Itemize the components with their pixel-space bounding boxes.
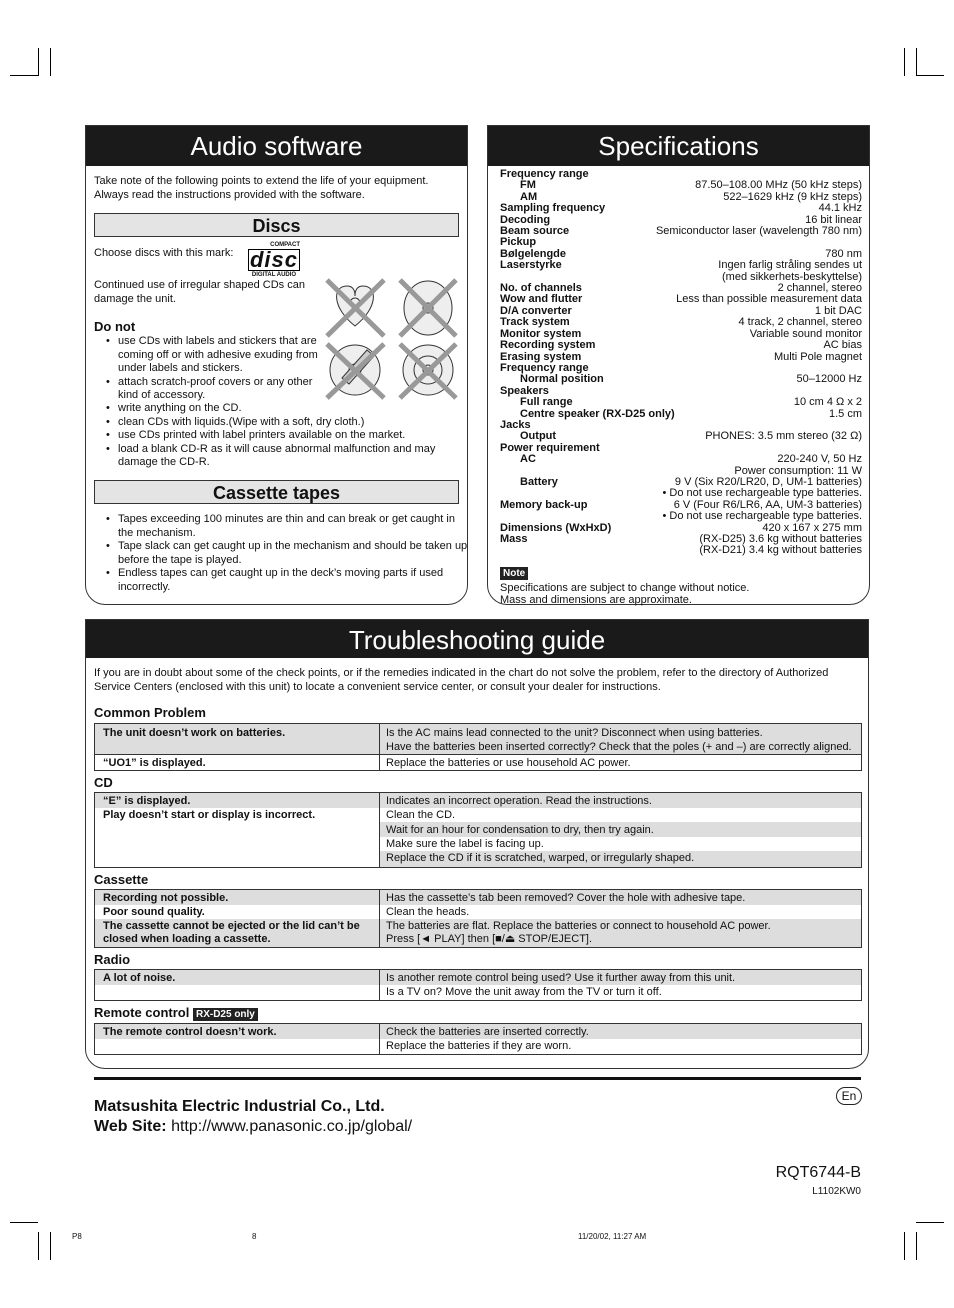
symptom-column	[95, 1024, 380, 1054]
list-item: • clean CDs with liquids.(Wipe with a soft, dry cloth.)	[118, 416, 473, 430]
company-name: Matsushita Electric Industrial Co., Ltd.	[94, 1098, 385, 1115]
page-number: 8	[252, 1232, 257, 1241]
spec-label: Frequency range	[500, 361, 589, 374]
radio-table	[94, 969, 862, 1001]
spec-row	[500, 511, 862, 522]
list-item: • load a blank CD-R as it will cause abnormal malfunction and may damage the CD-R.	[118, 443, 473, 470]
spec-label: Speakers	[500, 384, 549, 397]
spec-label: Sampling frequency	[500, 202, 606, 215]
spec-label: Frequency range	[500, 168, 589, 180]
symptom-cell: “UO1” is displayed.	[95, 754, 379, 770]
troubleshooting-intro: If you are in doubt about some of the check points, or if the remedies indicated in the chart do not solve the problem, refer to the directory of Authorized Service Centers (enclosed with this unit) to locate a convenient service center, or consult your dealer for instructions.	[94, 667, 829, 693]
cassette-table	[94, 889, 862, 948]
do-not-heading: Do not	[94, 319, 136, 334]
troubleshooting-title: Troubleshooting guide	[348, 625, 606, 655]
cd-table	[94, 792, 862, 868]
spec-value: PHONES: 3.5 mm stereo (32 Ω)	[705, 430, 862, 443]
spec-value: 10 cm 4 Ω x 2	[793, 396, 862, 409]
spec-value: 522–1629 kHz (9 kHz steps)	[723, 190, 862, 203]
specifications-panel	[487, 125, 870, 605]
note-line: Specifications are subject to change without notice.	[500, 582, 750, 594]
common-problem-heading: Common Problem	[94, 705, 206, 720]
spec-label: Recording system	[500, 339, 596, 352]
spec-label: Track system	[500, 316, 570, 329]
list-item: • Endless tapes can get caught up in the deck’s moving parts if used incorrectly.	[118, 567, 471, 594]
remedy-column	[380, 890, 861, 947]
remedy-cell: Replace the batteries or use household AC power.	[380, 754, 861, 770]
remedy-cell: Is a TV on? Move the unit away from the TV or turn it off.	[386, 986, 662, 998]
symptom-column	[95, 793, 380, 867]
radio-heading: Radio	[94, 952, 131, 967]
spec-value: (RX-D21) 3.4 kg without batteries	[699, 544, 862, 557]
symptom-cell: closed when loading a cassette.	[95, 933, 379, 947]
list-item: • attach scratch-proof covers or any other kind of accessory.	[118, 376, 328, 403]
spec-label: Memory back-up	[500, 498, 588, 511]
spec-label: Battery	[520, 475, 558, 488]
spec-label: Monitor system	[500, 327, 582, 340]
spec-list	[500, 169, 862, 557]
symptom-cell: The remote control doesn’t work.	[95, 1024, 379, 1039]
website-label: Web Site:	[94, 1118, 167, 1135]
bad-cd-illustrations	[322, 278, 462, 400]
spec-value: • Do not use rechargeable type batteries.	[662, 510, 862, 523]
specifications-header	[488, 126, 869, 166]
audio-software-title: Audio software	[190, 131, 363, 161]
language-badge: En	[836, 1087, 862, 1105]
spec-label: Power requirement	[500, 441, 600, 454]
remote-control-label: Remote control	[94, 1005, 190, 1020]
spec-label: No. of channels	[500, 282, 582, 295]
remedy-cell: The batteries are flat. Replace the batteries or connect to household AC power.	[380, 919, 861, 933]
spec-label: Dimensions (WxHxD)	[500, 521, 612, 534]
spec-value: 6 V (Four R6/LR6, AA, UM-3 batteries)	[673, 498, 862, 511]
model-code: RQT6744-B	[775, 1164, 861, 1181]
spec-row	[500, 260, 862, 271]
spec-label: AC	[520, 453, 536, 466]
list-item: • Tapes exceeding 100 minutes are thin and can break or get caught in the mechanism.	[118, 513, 471, 540]
spec-label: Jacks	[500, 418, 531, 431]
spec-value: Semiconductor laser (wavelength 780 nm)	[655, 225, 862, 238]
spec-value: (RX-D25) 3.6 kg without batteries	[699, 533, 862, 545]
spec-value: Variable sound monitor	[749, 327, 862, 340]
spec-value: 420 x 167 x 275 mm	[762, 521, 862, 534]
cleaning-cd-icon	[327, 344, 384, 398]
note-badge: Note	[500, 567, 528, 580]
spec-row	[500, 226, 862, 237]
crop-mark	[50, 48, 51, 76]
symptom-cell	[95, 740, 379, 754]
troubleshooting-body	[94, 705, 862, 1055]
audio-software-header	[86, 126, 467, 166]
remedy-column	[380, 970, 861, 1000]
remedy-column	[380, 724, 861, 770]
spec-row	[500, 454, 862, 465]
cassette-tapes-heading: Cassette tapes	[94, 480, 459, 504]
covered-cd-icon	[400, 344, 456, 398]
spec-value: AC bias	[823, 339, 862, 352]
spec-label: Pickup	[500, 236, 537, 249]
symptom-cell: “E” is displayed.	[95, 793, 379, 808]
remedy-column	[380, 1024, 861, 1054]
remedy-cell: Clean the heads.	[386, 906, 470, 918]
crop-mark	[916, 48, 917, 76]
symptom-column	[95, 970, 380, 1000]
page-code: P8	[72, 1232, 82, 1241]
list-item: • Tape slack can get caught up in the mechanism and should be taken up before the tape is played.	[118, 540, 471, 567]
symptom-cell: The cassette cannot be ejected or the lid can’t be	[95, 919, 379, 933]
spec-row	[500, 317, 862, 328]
spec-row	[500, 545, 862, 556]
troubleshooting-header	[86, 620, 868, 658]
cd-heading: CD	[94, 775, 113, 790]
remedy-cell: Make sure the label is facing up.	[386, 838, 544, 850]
remedy-column	[380, 793, 861, 867]
crop-mark	[38, 48, 39, 76]
symptom-column	[95, 890, 380, 947]
remedy-cell: Is another remote control being used? Use it further away from this unit.	[380, 970, 861, 985]
spec-label: Erasing system	[500, 350, 582, 363]
footer-rule	[94, 1077, 861, 1080]
remedy-cell: Replace the CD if it is scratched, warped, or irregularly shaped.	[380, 851, 861, 867]
remedy-cell: Wait for an hour for condensation to dry, then try again.	[380, 822, 861, 837]
spec-value: 50–12000 Hz	[796, 373, 862, 386]
list-item: • use CDs with labels and stickers that are coming off or with adhesive exuding from under labels and stickers.	[118, 335, 328, 376]
do-not-list	[106, 335, 328, 403]
spec-label: Mass	[500, 533, 528, 545]
spec-row	[500, 340, 862, 351]
spec-label: AM	[520, 190, 538, 203]
spec-label: Full range	[520, 396, 573, 409]
spec-value: Multi Pole magnet	[773, 350, 862, 363]
symptom-cell: Poor sound quality.	[103, 906, 205, 918]
oval-cd-icon	[400, 280, 456, 336]
remedy-cell: Check the batteries are inserted correctly.	[380, 1024, 861, 1039]
spec-row	[500, 203, 862, 214]
do-not-list-continued	[106, 402, 473, 470]
crop-mark	[904, 1232, 905, 1260]
print-timestamp: 11/20/02, 11:27 AM	[578, 1232, 647, 1241]
crop-mark	[10, 75, 38, 76]
spec-label: D/A converter	[500, 304, 572, 317]
remedy-cell: Indicates an incorrect operation. Read the instructions.	[380, 793, 861, 808]
symptom-cell: Play doesn’t start or display is incorrect.	[103, 809, 316, 821]
spec-value: Less than possible measurement data	[676, 293, 862, 306]
cassette-heading: Cassette	[94, 872, 149, 887]
troubleshooting-panel	[85, 619, 869, 1069]
specifications-title: Specifications	[598, 131, 759, 161]
symptom-cell: Recording not possible.	[95, 890, 379, 905]
spec-label: FM	[520, 179, 536, 192]
spec-label: Output	[520, 430, 557, 443]
spec-value: 2 channel, stereo	[777, 282, 862, 295]
crop-mark	[916, 75, 944, 76]
spec-label: Wow and flutter	[500, 293, 583, 306]
crop-mark	[50, 1232, 51, 1260]
audio-software-intro: Take note of the following points to extend the life of your equipment. Always read the instructions provided with the software.	[94, 175, 429, 201]
remedy-cell: Replace the batteries if they are worn.	[386, 1040, 572, 1052]
spec-label: Bølgelengde	[500, 247, 567, 260]
audio-software-panel	[85, 125, 468, 605]
symptom-cell: The unit doesn’t work on batteries.	[95, 724, 379, 740]
heart-cd-icon	[327, 280, 384, 336]
remedy-cell: Press [◄ PLAY] then [■/⏏ STOP/EJECT].	[380, 933, 861, 947]
crop-mark	[904, 48, 905, 76]
choose-mark-text: Choose discs with this mark:	[94, 247, 234, 259]
spec-value: 220-240 V, 50 Hz	[777, 453, 862, 466]
crop-mark	[38, 1232, 39, 1260]
spec-value: • Do not use rechargeable type batteries.	[662, 487, 862, 500]
symptom-column	[95, 724, 380, 770]
spec-label: Normal position	[520, 373, 604, 386]
note-section	[500, 563, 749, 606]
website-line	[94, 1118, 412, 1136]
spec-label: Centre speaker (RX-D25 only)	[520, 407, 675, 420]
spec-label: Decoding	[500, 213, 551, 226]
irregular-cd-text: Continued use of irregular shaped CDs can damage the unit.	[94, 279, 305, 305]
spec-value: 4 track, 2 channel, stereo	[738, 316, 862, 329]
remote-control-table	[94, 1023, 862, 1055]
cassette-list	[106, 513, 471, 594]
rx-d25-only-badge: RX-D25 only	[193, 1008, 258, 1021]
discs-heading: Discs	[94, 213, 459, 237]
remedy-cell: Have the batteries been inserted correctly? Check that the poles (+ and –) are correctly aligned.	[380, 740, 861, 754]
remedy-cell: Clean the CD.	[386, 809, 456, 821]
sub-code: L1102KW0	[812, 1186, 861, 1197]
spec-value: Ingen farlig stråling sendes ut	[718, 259, 862, 272]
crop-mark	[916, 1232, 917, 1260]
note-line: Mass and dimensions are approximate.	[500, 594, 692, 606]
spec-row	[500, 374, 862, 385]
spec-value: 9 V (Six R20/LR20, D, UM-1 batteries)	[674, 475, 862, 488]
spec-value: 1 bit DAC	[814, 304, 862, 317]
website-url[interactable]: http://www.panasonic.co.jp/global/	[171, 1118, 413, 1135]
spec-label: Beam source	[500, 225, 570, 238]
spec-value: 780 nm	[825, 247, 862, 260]
crop-mark	[10, 1222, 38, 1223]
compact-disc-logo: COMPACT disc DIGITAL AUDIO	[249, 242, 300, 278]
common-problem-table	[94, 723, 862, 771]
spec-value: 87.50–108.00 MHz (50 kHz steps)	[695, 179, 862, 192]
remedy-cell: Is the AC mains lead connected to the unit? Disconnect when using batteries.	[380, 724, 861, 740]
crop-mark	[916, 1222, 944, 1223]
remedy-cell: Has the cassette’s tab been removed? Cover the hole with adhesive tape.	[380, 890, 861, 905]
symptom-cell: A lot of noise.	[95, 970, 379, 985]
remote-control-heading	[94, 1005, 862, 1020]
spec-row	[500, 397, 862, 408]
spec-label: Laserstyrke	[500, 259, 562, 272]
spec-value: 1.5 cm	[828, 407, 862, 420]
spec-value: 44.1 kHz	[818, 202, 862, 215]
spec-value: (med sikkerhets-beskyttelse)	[722, 270, 862, 283]
spec-value: Power consumption: 11 W	[734, 464, 862, 477]
list-item: • write anything on the CD.	[118, 402, 473, 416]
spec-value: 16 bit linear	[805, 213, 862, 226]
list-item: • use CDs printed with label printers available on the market.	[118, 429, 473, 443]
spec-row	[500, 409, 862, 420]
